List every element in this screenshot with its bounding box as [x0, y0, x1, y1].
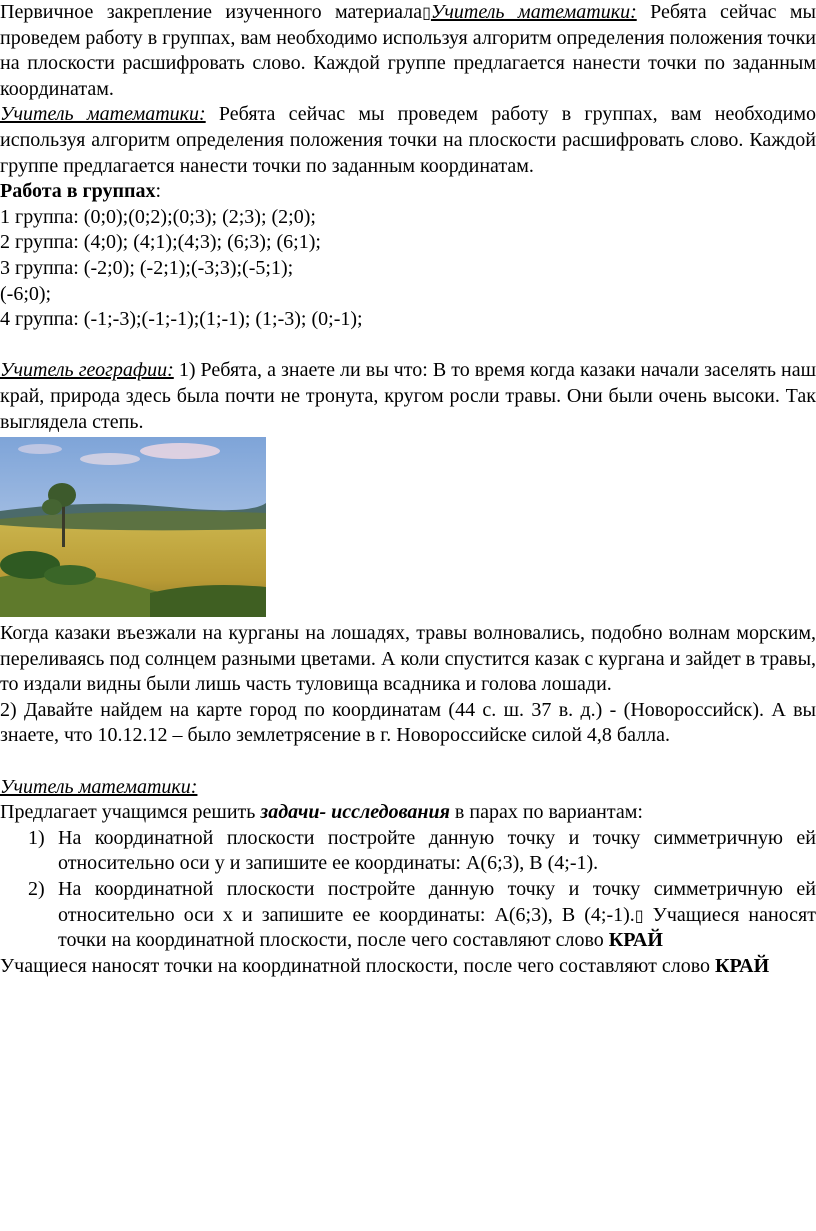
- blank-line-2: [0, 749, 816, 775]
- repeat-teacher: Учитель математики:: [0, 103, 206, 126]
- groups-heading: [0, 179, 816, 205]
- task-text-1: На координатной плоскости постройте данную точку и точку симметричную ей относительно оси у и запишите ее координаты: А(6;3), В (4;-1).: [58, 826, 816, 875]
- repeat-text: Ребята сейчас мы проведем работу в группах, вам необходимо используя алгоритм определения положения точки на плоскости расшифровать слово. Каждой группе предлагается нанести точки по заданным координатам.: [0, 103, 816, 177]
- task-num-1: 1): [28, 826, 45, 849]
- math2-offer-b: задачи- исследования: [260, 801, 450, 824]
- group-line-2: 2 группа: (4;0); (4;1);(4;3); (6;3); (6;1);: [0, 231, 321, 254]
- math2-offer-a: Предлагает учащимся решить: [0, 801, 261, 824]
- task-item-2: [0, 877, 816, 954]
- math2-teacher: Учитель математики:: [0, 775, 198, 798]
- groups-heading-colon: :: [155, 180, 162, 203]
- task-tail-2: Учащиеся наносят точки на координатной плоскости, после чего составляют слово: [58, 903, 816, 952]
- blank-line: [0, 333, 816, 359]
- geo-paragraph: [0, 358, 816, 435]
- group-line-4: 4 группа: (-1;-3);(-1;-1);(1;-1); (1;-3); (0;-1);: [0, 308, 363, 331]
- missing-glyph-icon: ▯: [422, 3, 431, 22]
- closing-bold: КРАЙ: [715, 954, 770, 977]
- task-num-2: 2): [28, 878, 45, 901]
- math2-teacher-line: [0, 775, 816, 801]
- intro-teacher: Учитель математики:: [430, 1, 637, 23]
- missing-glyph-icon-2: ▯: [634, 905, 644, 925]
- task-item-1: [0, 826, 816, 877]
- after-photo-paragraph: Когда казаки въезжали на курганы на лошадях, травы волновались, подобно волнам морским, переливаясь под солнцем разными цветами. А коли спустится казак с кургана и зайдет в травы, то издали видны были лишь часть туловища всадника и голова лошади.: [0, 622, 816, 696]
- task-list: [0, 826, 816, 954]
- steppe-photo: [0, 437, 266, 617]
- group-line-1: 1 группа: (0;0);(0;2);(0;3); (2;3); (2;0);: [0, 205, 316, 228]
- repeat-paragraph: [0, 102, 816, 179]
- task-text-2: На координатной плоскости постройте данную точку и точку симметричную ей относительно оси х и запишите ее координаты: А(6;3), В (4;-1).: [58, 878, 816, 926]
- groups-heading-text: Работа в группах: [0, 180, 156, 203]
- intro-text: Ребята сейчас мы проведем работу в группах, вам необходимо используя алгоритм определения положения точки на плоскости расшифровать слово. Каждой группе предлагается нанести точки по заданным координатам.: [0, 1, 816, 100]
- closing-paragraph: [0, 954, 816, 980]
- task-bold-2: КРАЙ: [608, 929, 663, 952]
- map-task-paragraph: 2) Давайте найдем на карте город по координатам (44 с. ш. 37 в. д.) - (Новороссийск). А вы знаете, что 10.12.12 – было землетрясение в г. Новороссийске силой 4,8 балла.: [0, 698, 816, 747]
- geo-text: 1) Ребята, а знаете ли вы что: В то время когда казаки начали заселять наш край, природа здесь была почти не тронута, кругом росли травы. Они были очень высоки. Так выглядела степь.: [0, 359, 816, 433]
- intro-paragraph: [0, 0, 816, 102]
- math2-offer: [0, 800, 816, 826]
- intro-lead: Первичное закрепление изученного материала: [0, 1, 423, 23]
- closing-text: Учащиеся наносят точки на координатной плоскости, после чего составляют слово: [0, 954, 715, 977]
- geo-teacher: Учитель географии:: [0, 359, 174, 382]
- group-line-3: 3 группа: (-2;0); (-2;1);(-3;3);(-5;1);: [0, 256, 294, 279]
- math2-offer-c: в парах по вариантам:: [449, 801, 643, 824]
- group-line-3-cont: (-6;0);: [0, 282, 52, 305]
